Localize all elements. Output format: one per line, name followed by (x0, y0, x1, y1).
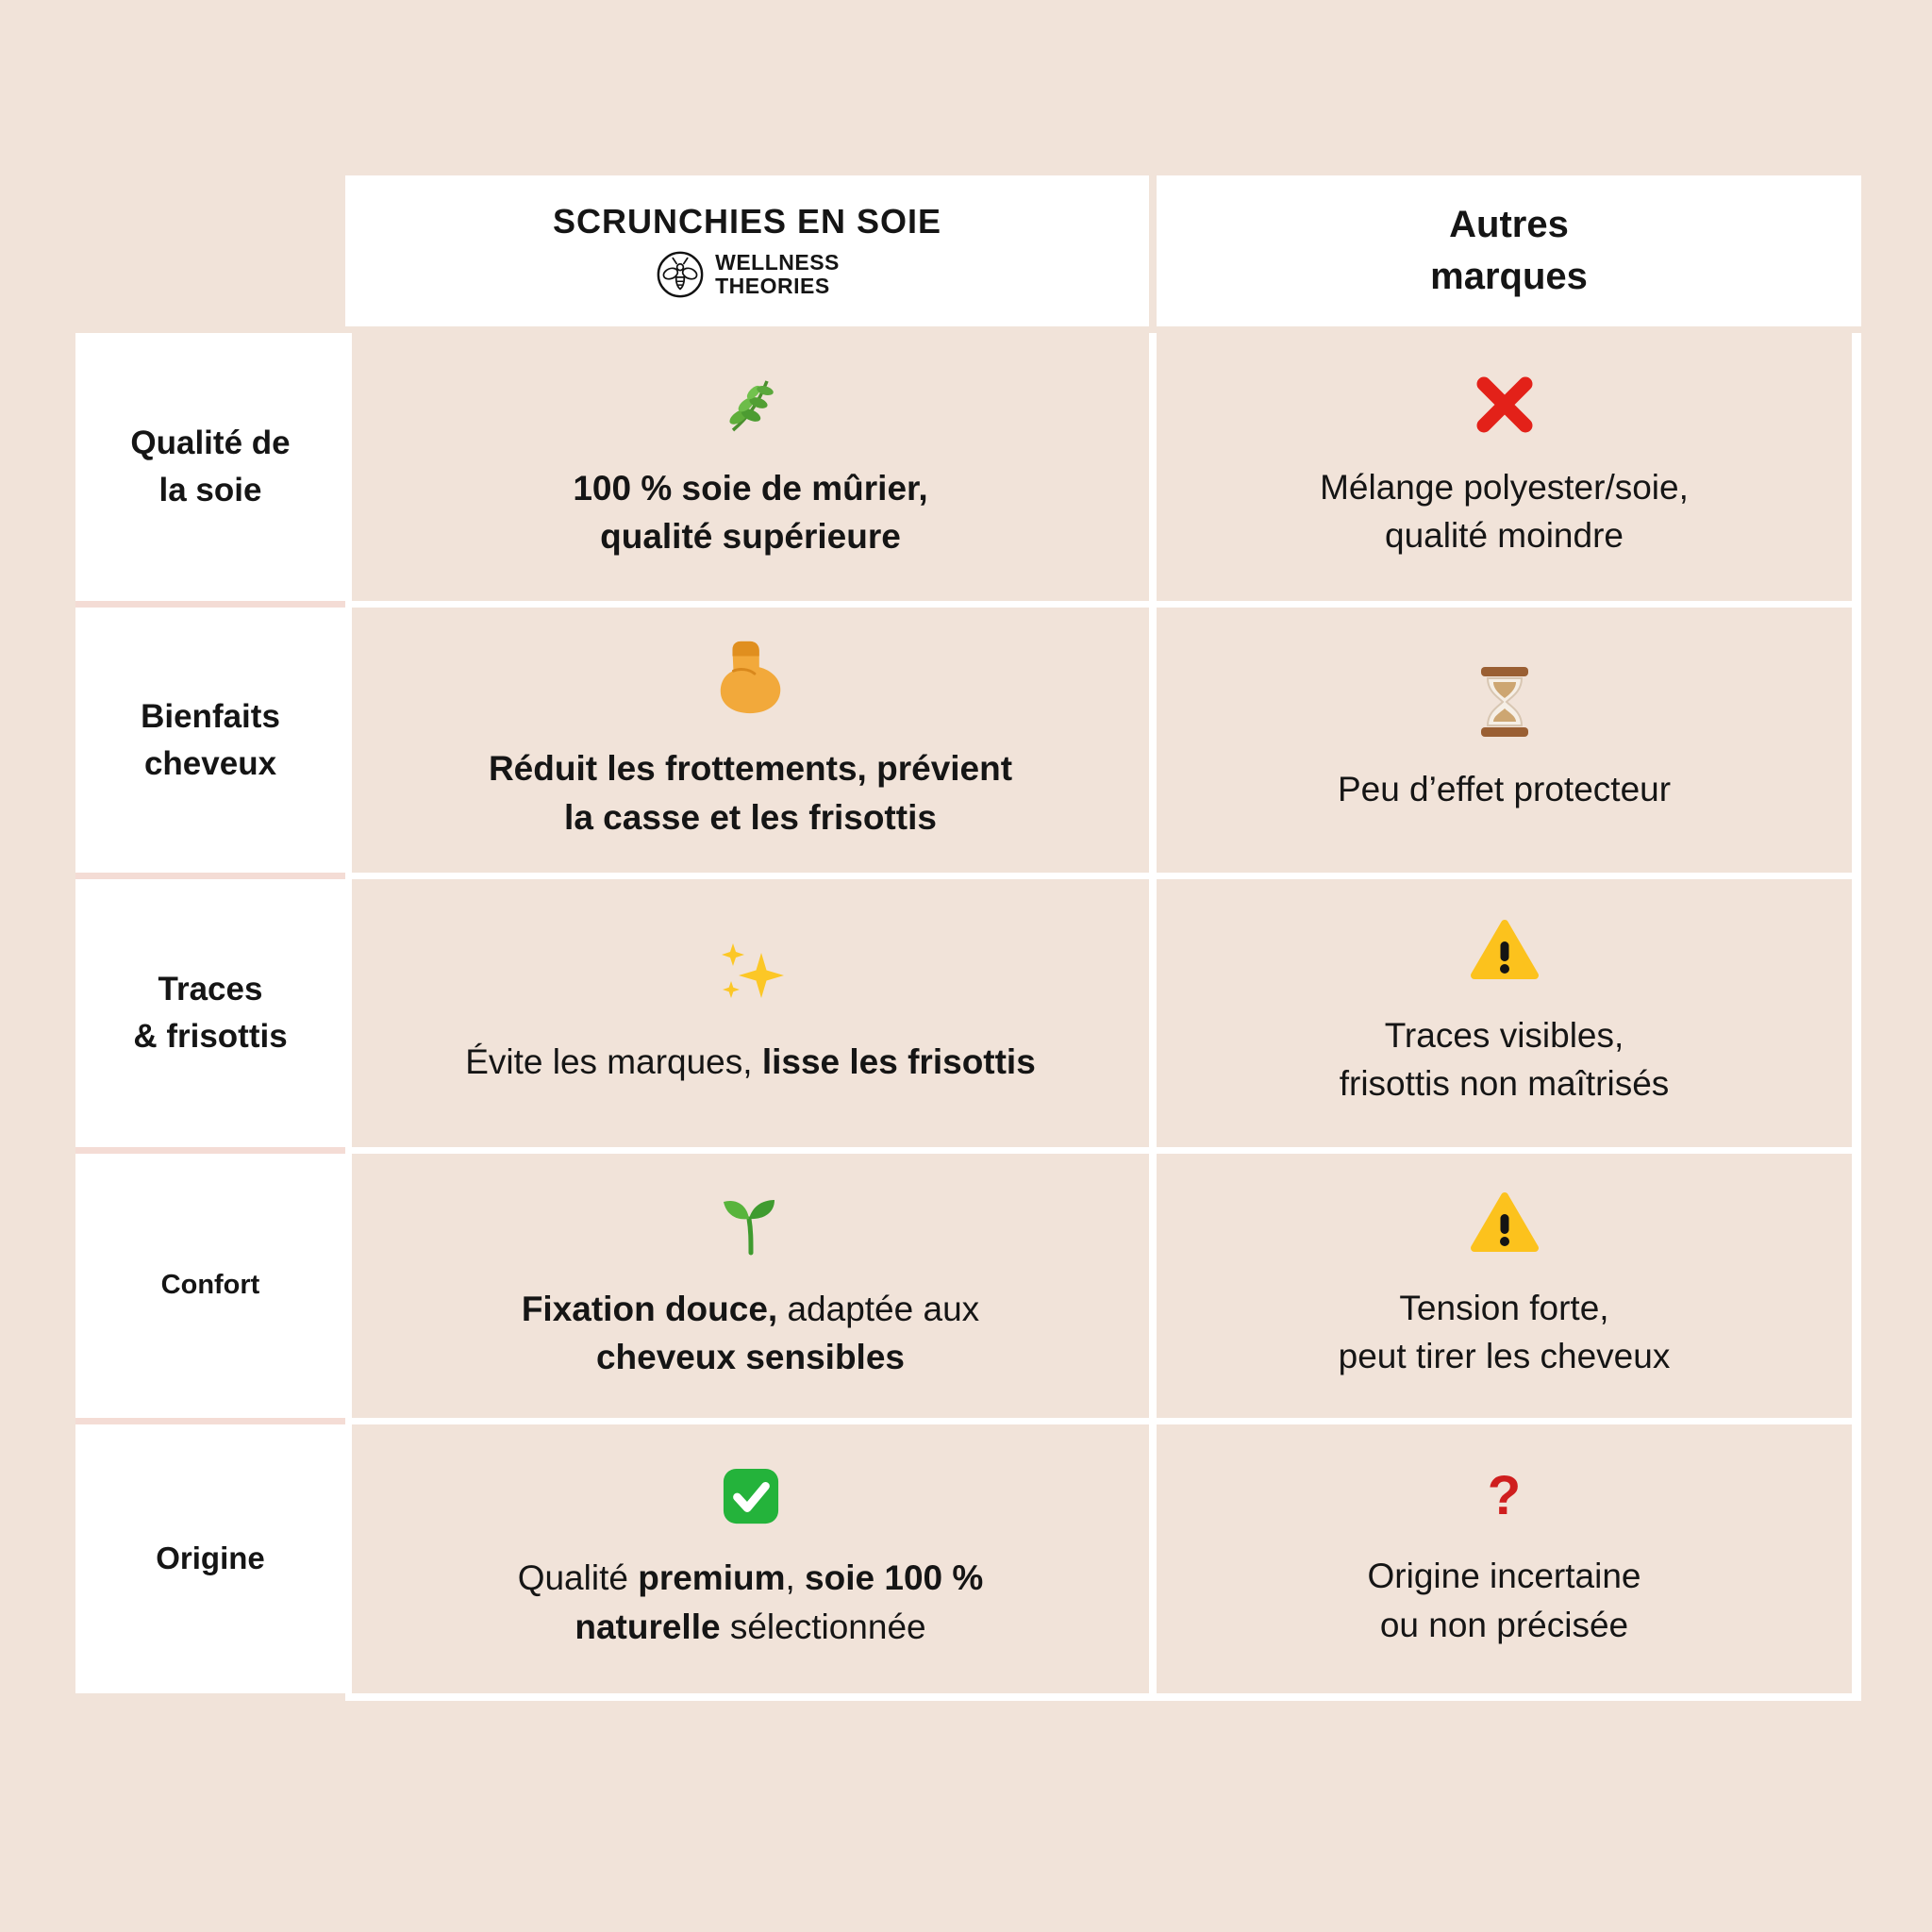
label-divider (75, 873, 345, 879)
sparkles-icon (716, 940, 786, 1009)
cell-text: Réduit les frottements, prévient la casse et les frisottis (488, 749, 1013, 837)
row-label-qualite-de-la-soie: Qualité de la soie (75, 333, 345, 601)
label-divider (75, 601, 345, 608)
cell-brand-confort (352, 1154, 1149, 1418)
cell-text: 100 % soie de mûrier, qualité supérieure (573, 468, 928, 556)
header-brand-cell (345, 175, 1149, 326)
others-column-title: Autres marques (1430, 203, 1588, 297)
cell-brand-traces (352, 879, 1149, 1147)
question-mark-icon: ? (1487, 1465, 1522, 1527)
cell-others-bienfaits (1157, 608, 1852, 873)
cell-brand-bienfaits (352, 608, 1149, 873)
flexed-biceps-icon (712, 639, 790, 716)
cell-others-origine (1157, 1424, 1852, 1693)
label-divider (75, 1147, 345, 1154)
cell-text: Qualité premium, soie 100 % naturelle sélectionnée (517, 1558, 984, 1646)
label-divider (75, 1418, 345, 1424)
cell-brand-origine (352, 1424, 1149, 1693)
bee-circle-icon (655, 249, 706, 300)
cell-text: Évite les marques, lisse les frisottis (465, 1042, 1036, 1082)
row-label-origine: Origine (75, 1424, 345, 1693)
cell-text: Traces visibles, frisottis non maîtrisés (1339, 1015, 1670, 1103)
header-others-cell (1157, 175, 1861, 326)
row-label-bienfaits-cheveux: Bienfaits cheveux (75, 608, 345, 873)
cell-brand-qualite (352, 333, 1149, 601)
brand-logo-text: WELLNESS THEORIES (715, 249, 840, 298)
check-mark-icon (722, 1467, 780, 1525)
herb-icon (720, 374, 782, 436)
hourglass-icon (1477, 667, 1532, 737)
row-label-confort: Confort (75, 1154, 345, 1418)
cell-others-qualite (1157, 333, 1852, 601)
cross-mark-icon (1474, 375, 1535, 435)
cell-others-traces (1157, 879, 1852, 1147)
warning-icon (1471, 919, 1539, 983)
cell-others-confort (1157, 1154, 1852, 1418)
cell-text: Mélange polyester/soie, qualité moindre (1320, 467, 1689, 555)
cell-text: Origine incertaine ou non précisée (1367, 1557, 1641, 1644)
row-label-traces-frisottis: Traces & frisottis (75, 879, 345, 1147)
brand-column-title: SCRUNCHIES EN SOIE (552, 202, 942, 241)
cell-text: Peu d’effet protecteur (1337, 769, 1672, 808)
warning-icon (1471, 1191, 1539, 1256)
cell-text: Tension forte, peut tirer les cheveux (1338, 1288, 1671, 1375)
cell-text: Fixation douce, adaptée aux cheveux sensibles (521, 1289, 980, 1376)
seedling-icon (718, 1191, 784, 1257)
brand-logo (655, 249, 840, 300)
